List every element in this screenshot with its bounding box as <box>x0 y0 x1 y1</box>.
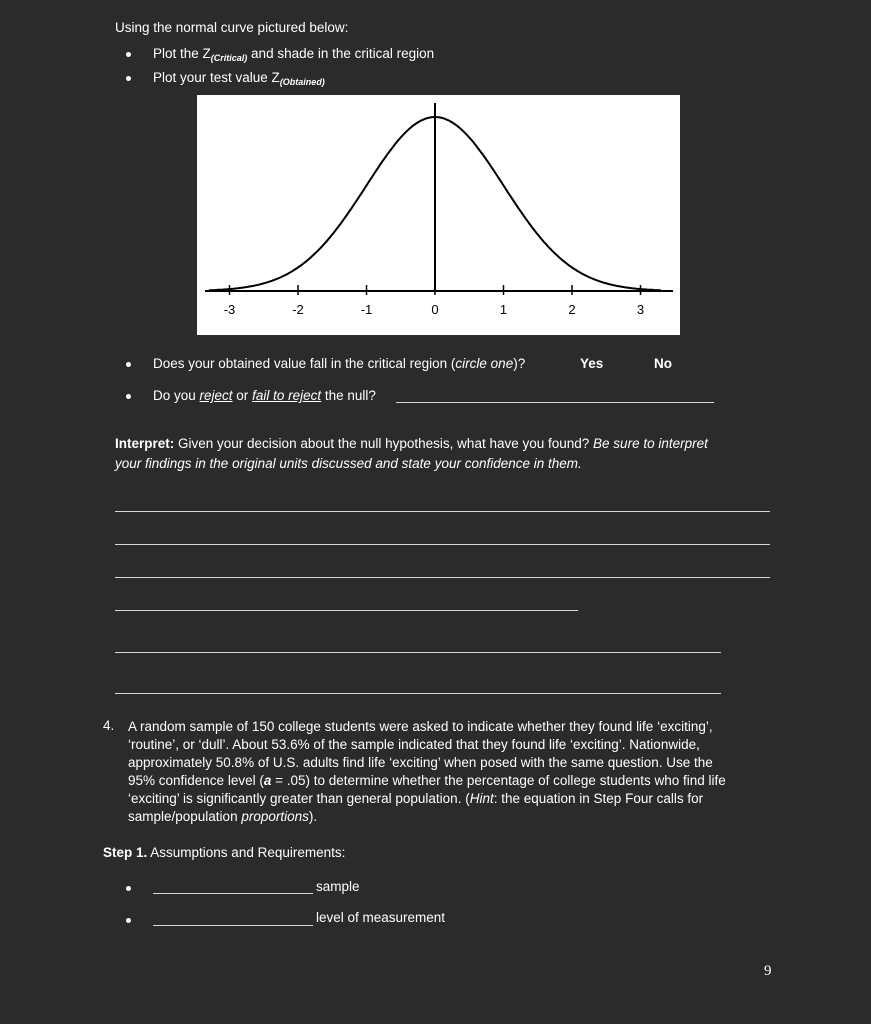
sample-blank[interactable] <box>153 893 313 894</box>
answer-line[interactable] <box>115 652 721 653</box>
intro-heading: Using the normal curve pictured below: <box>115 20 349 35</box>
normal-curve-chart <box>197 95 680 335</box>
interpret-prompt-line2: your findings in the original units discussed and state your confidence in them. <box>115 456 582 471</box>
step1-heading: Step 1. Assumptions and Requirements: <box>103 845 346 860</box>
bullet-plot-obtained: Plot your test value $Z_{(Obtained)}$ <box>153 70 325 87</box>
x-tick-label: 0 <box>431 302 439 317</box>
bullet-plot-critical: Plot the $Z_{(Critical)}$ and shade in the critical region <box>153 46 435 63</box>
bullet-dot <box>126 76 131 81</box>
bullet-dot <box>126 362 131 367</box>
bullet-dot <box>126 52 131 57</box>
reject-answer-blank[interactable] <box>396 402 714 403</box>
x-tick-label: 2 <box>568 302 576 317</box>
x-tick-label: -1 <box>360 302 373 317</box>
question-critical-region: Does your obtained value fall in the critical region (circle one)? <box>153 356 526 371</box>
x-tick-label: 3 <box>636 302 645 317</box>
x-tick-label: -3 <box>223 302 236 317</box>
bullet-dot <box>126 918 131 923</box>
x-tick-label: 1 <box>499 302 508 317</box>
answer-line[interactable] <box>115 610 578 611</box>
answer-line[interactable] <box>115 544 770 545</box>
x-tick-label: -2 <box>292 302 304 317</box>
answer-line[interactable] <box>115 577 770 578</box>
answer-line[interactable] <box>115 511 770 512</box>
problem-number: 4. <box>103 718 115 733</box>
problem-4-text: A random sample of 150 college students were asked to indicate whether they found life ‘exciting’, ‘routine’, or ‘dull’. About 53.6% of the sample indicated that they found life ‘exciting’. Nationwide, approximately 50.8% of U.S. adults find life ‘exciting’ when posed with the same question. Use the 95% confidence level (a = .05) to determine whether the percentage of college students who find life ‘exciting’ is significantly greater than general population. (Hint: the equation in Step Four calls for sample/population proportions). <box>128 719 726 824</box>
bullet-dot <box>126 886 131 891</box>
answer-yes[interactable]: Yes <box>580 356 604 371</box>
answer-no[interactable]: No <box>654 356 672 371</box>
page-number: 9 <box>764 963 772 979</box>
answer-line[interactable] <box>115 693 721 694</box>
bullet-dot <box>126 394 131 399</box>
level-of-measurement-blank[interactable] <box>153 925 313 926</box>
sample-label: sample <box>316 879 360 894</box>
question-reject-null: Do you reject or fail to reject the null? <box>153 388 376 403</box>
level-of-measurement-label: level of measurement <box>316 910 446 925</box>
interpret-prompt: Interpret: Given your decision about the null hypothesis, what have you found? Be sure to interpret <box>115 436 708 451</box>
normal-curve-figure <box>197 95 680 335</box>
